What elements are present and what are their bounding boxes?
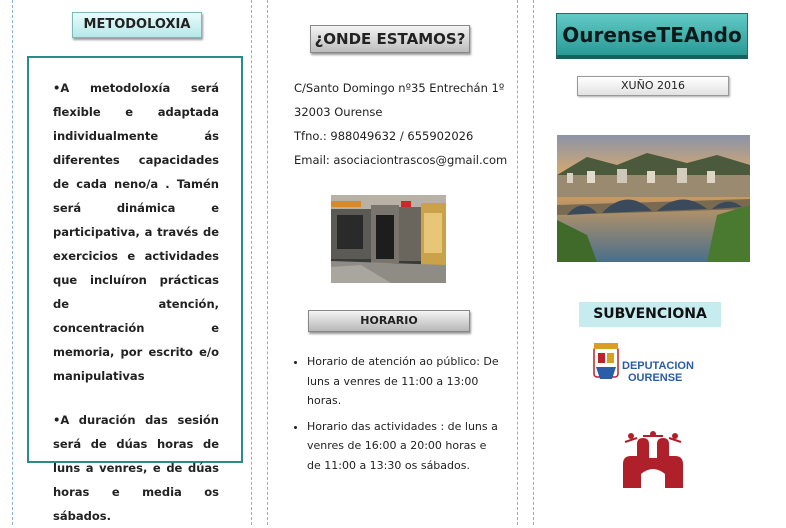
subvenciona-heading: SUBVENCIONA — [579, 302, 721, 327]
fold-line-3 — [267, 0, 268, 525]
street-photo — [331, 195, 446, 283]
fold-line-1 — [12, 0, 13, 525]
phone-line: Tfno.: 988049632 / 655902026 — [294, 129, 474, 143]
brand-title: OurenseTEAndo — [556, 13, 748, 59]
fold-line-4 — [517, 0, 518, 525]
metodoloxia-heading: METODOLOXIA — [72, 12, 202, 38]
fold-line-5 — [533, 0, 534, 525]
metodoloxia-paragraph-2: •A duración das sesión será de dúas horas de luns a venres, e de dúas horas e media os sábados. — [53, 413, 219, 523]
svg-text:OURENSE: OURENSE — [628, 372, 683, 384]
metodoloxia-paragraph-1: •A metodoloxía será flexible e adaptada individualmente ás diferentes capacidades de cada neno/a . Tamén será dinámica e participativa, a través de exercicios e actividades que incluíron prácticas de atención, concentración e memoria, por escrito e/o manipulativas — [53, 81, 219, 383]
horario-item-atencion: • Horario de atención ao público: De luns a venres de 11:00 a 13:00 horas. — [307, 352, 502, 411]
email-line: Email: asociaciontrascos@gmail.com — [294, 153, 508, 167]
horario-heading: HORARIO — [308, 310, 470, 332]
issue-date: XUÑO 2016 — [577, 76, 729, 96]
onde-estamos-heading: ¿ONDE ESTAMOS? — [310, 25, 470, 53]
horario-item-actividades: • Horario das actividades : de luns a venres de 16:00 a 20:00 horas e de 11:00 a 13:30 os sábados. — [307, 417, 502, 476]
postal-line: 32003 Ourense — [294, 105, 383, 119]
hands-logo — [617, 430, 689, 490]
bridge-photo — [557, 135, 750, 262]
fold-line-2 — [251, 0, 252, 525]
svg-text:DEPUTACION: DEPUTACION — [622, 360, 694, 372]
address-line: C/Santo Domingo nº35 Entrechán 1º — [294, 81, 505, 95]
horario-list — [293, 352, 502, 481]
metodoloxia-panel — [27, 56, 243, 523]
deputacion-ourense-logo — [590, 341, 715, 393]
